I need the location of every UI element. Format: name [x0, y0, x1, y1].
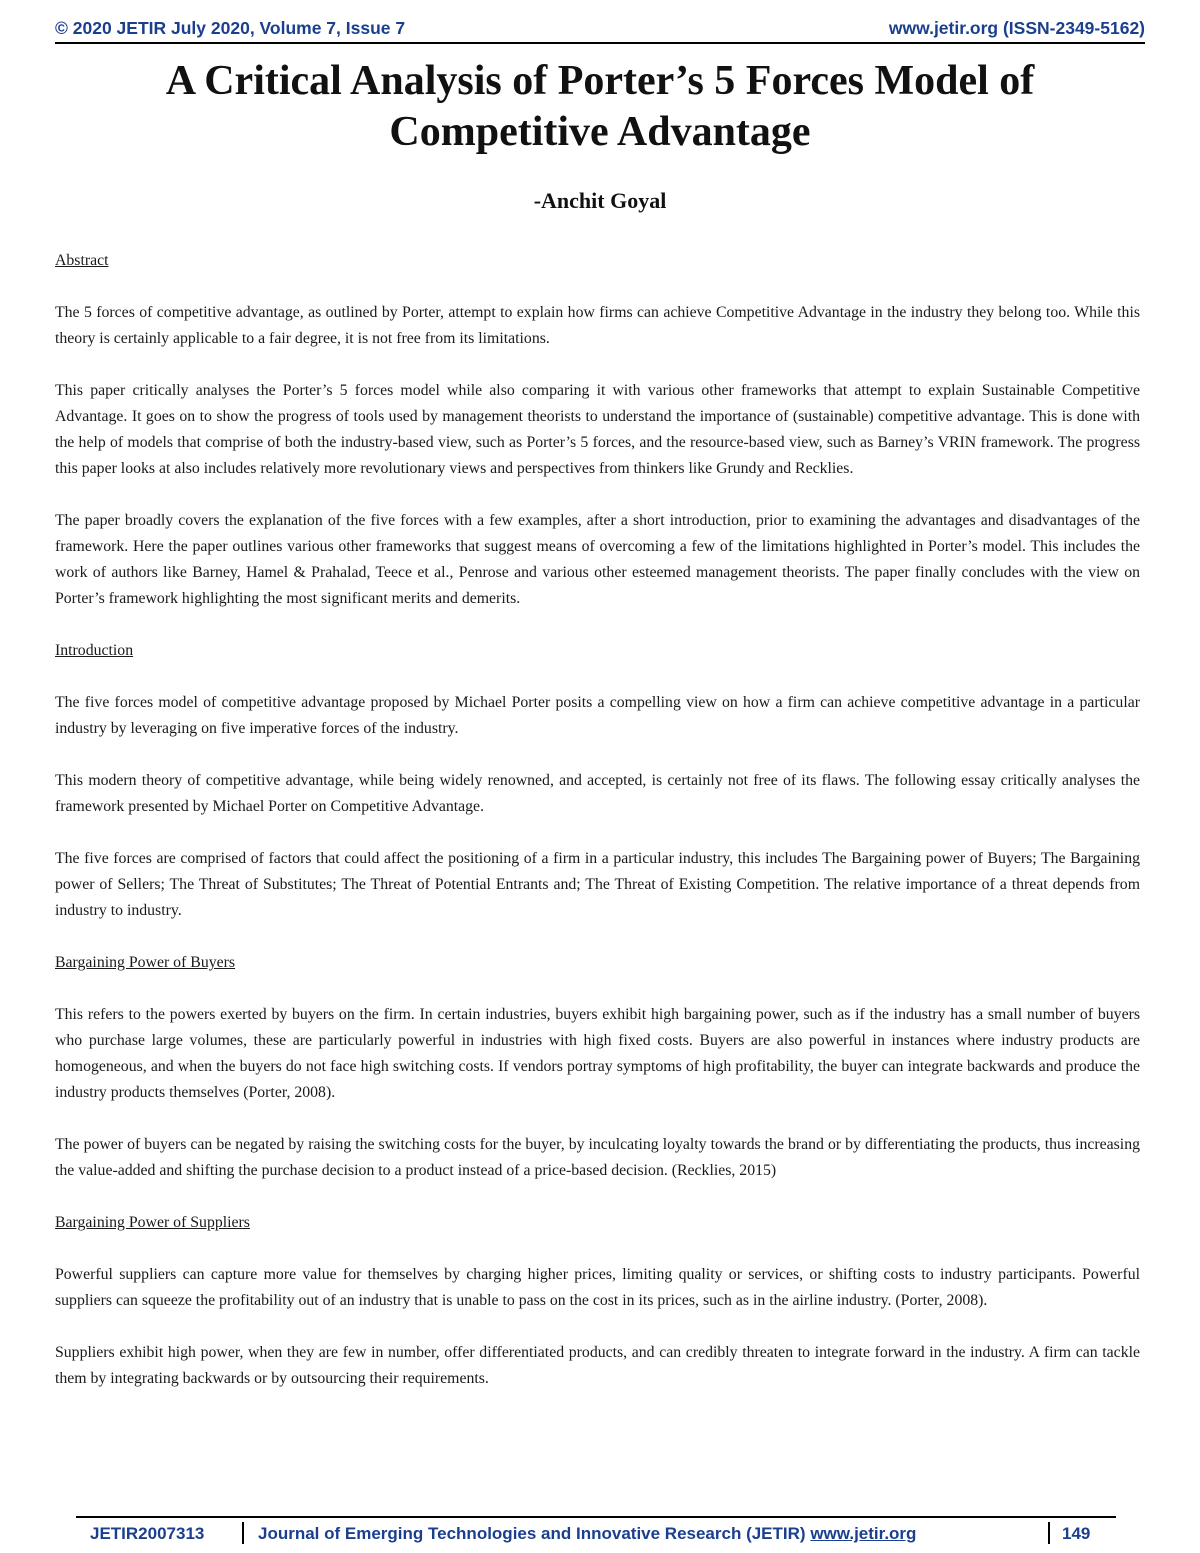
introduction-paragraph: The five forces are comprised of factors that could affect the positioning of a firm in a particular industry, this includes The Bargaining power of Buyers; The Bargaining power of Sellers; The Threat of Substitutes; The Threat of Potential Entrants and; The Threat of Existing Competition. The relative importance of a threat depends from industry to industry.	[55, 850, 1140, 919]
paper-body	[55, 248, 1140, 1418]
paper-author: -Anchit Goyal	[533, 188, 667, 213]
page-header	[55, 16, 1145, 44]
buyers-paragraph: This refers to the powers exerted by buyers on the firm. In certain industries, buyers exhibit high bargaining power, such as if the industry has a small number of buyers who purchase large volumes, these are particularly powerful in industries with high fixed costs. Buyers are also powerful in instances where industry products are homogeneous, and when the buyers do not face high switching costs. If vendors portray symptoms of high profitability, the buyer can integrate backwards and produce the industry products themselves (Porter, 2008).	[55, 1006, 1140, 1101]
section-heading-abstract: Abstract	[55, 252, 109, 269]
section-heading-suppliers: Bargaining Power of Suppliers	[55, 1214, 250, 1231]
page-number: 149	[1062, 1524, 1091, 1543]
buyers-paragraph: The power of buyers can be negated by raising the switching costs for the buyer, by inculcating loyalty towards the brand or by differentiating the products, thus increasing the value-added and shifting the purchase decision to a product instead of a price-based decision. (Recklies, 2015)	[55, 1136, 1140, 1179]
paper-id: JETIR2007313	[90, 1524, 205, 1543]
journal-title: Journal of Emerging Technologies and Innovative Research (JETIR)	[258, 1524, 806, 1543]
section-heading-introduction: Introduction	[55, 642, 134, 659]
journal-name	[258, 1524, 916, 1544]
abstract-paragraph: This paper critically analyses the Porter’s 5 forces model while also comparing it with various other frameworks that attempt to explain Sustainable Competitive Advantage. It goes on to show the progress of tools used by management theorists to understand the importance of (sustainable) competitive advantage. This is done with the help of models that comprise of both the industry-based view, such as Porter’s 5 forces, and the resource-based view, such as Barney’s VRIN framework. The progress this paper looks at also includes relatively more revolutionary views and perspectives from thinkers like Grundy and Recklies.	[55, 382, 1140, 477]
abstract-paragraph: The paper broadly covers the explanation of the five forces with a few examples, after a short introduction, prior to examining the advantages and disadvantages of the framework. Here the paper outlines various other frameworks that suggest means of overcoming a few of the limitations highlighted in Porter’s model. This includes the work of authors like Barney, Hamel & Prahalad, Teece et al., Penrose and various other esteemed management theorists. The paper finally concludes with the view on Porter’s framework highlighting the most significant merits and demerits.	[55, 512, 1140, 607]
abstract-paragraph: The 5 forces of competitive advantage, as outlined by Porter, attempt to explain how firms can achieve Competitive Advantage in the industry they belong too. While this theory is certainly applicable to a fair degree, it is not free from its limitations.	[55, 304, 1140, 347]
section-heading-buyers: Bargaining Power of Buyers	[55, 954, 236, 971]
paper-title: A Critical Analysis of Porter’s 5 Forces Model of Competitive Advantage	[165, 58, 1035, 155]
journal-website-issn[interactable]: www.jetir.org (ISSN-2349-5162)	[888, 18, 1145, 38]
suppliers-paragraph: Powerful suppliers can capture more value for themselves by charging higher prices, limiting quality or services, or shifting costs to industry participants. Powerful suppliers can squeeze the profitability out of an industry that is unable to pass on the cost in its prices, such as in the airline industry. (Porter, 2008).	[55, 1266, 1140, 1309]
suppliers-paragraph: Suppliers exhibit high power, when they are few in number, offer differentiated products, and can credibly threaten to integrate forward in the industry. A firm can tackle them by integrating backwards or by outsourcing their requirements.	[55, 1344, 1140, 1387]
page-footer	[76, 1516, 1116, 1546]
introduction-paragraph: The five forces model of competitive advantage proposed by Michael Porter posits a compelling view on how a firm can achieve competitive advantage in a particular industry by leveraging on five imperative forces of the industry.	[55, 694, 1140, 737]
footer-divider	[242, 1522, 244, 1544]
introduction-paragraph: This modern theory of competitive advantage, while being widely renowned, and accepted, is certainly not free of its flaws. The following essay critically analyses the framework presented by Michael Porter on Competitive Advantage.	[55, 772, 1140, 815]
footer-divider	[1048, 1522, 1050, 1544]
journal-url-link[interactable]: www.jetir.org	[810, 1524, 917, 1543]
journal-issue-info: © 2020 JETIR July 2020, Volume 7, Issue 7	[55, 18, 406, 38]
